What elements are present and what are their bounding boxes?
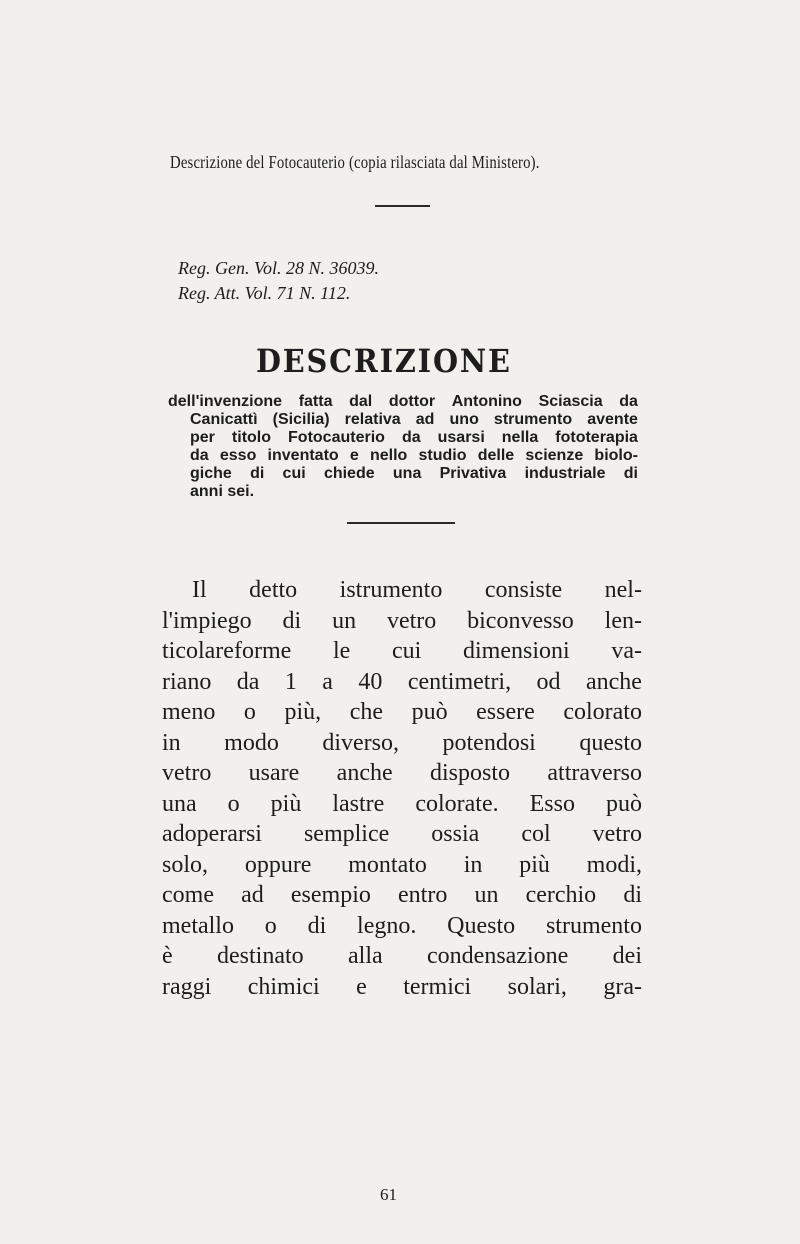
summary-line: dell'invenzione fatta dal dottor Antonino Sciascia da: [168, 393, 638, 410]
body-line: ticolareforme le cui dimensioni va-: [162, 638, 642, 664]
body-line: solo, oppure montato in più modi,: [162, 851, 642, 878]
summary-line: giche di cui chiede una Privativa industriale di: [190, 465, 638, 482]
body-line: come ad esempio entro un cerchio di: [162, 882, 642, 908]
body-line: raggi chimici e termici solari, gra-: [162, 973, 642, 1000]
summary-line: da esso inventato e nello studio delle scienze biolo-: [190, 447, 638, 464]
document-header: Descrizione del Fotocauterio (copia rilasciata dal Ministero).: [170, 152, 540, 172]
body-line: in modo diverso, potendosi questo: [162, 729, 642, 756]
body-paragraph: [162, 575, 642, 1002]
body-line: riano da 1 a 40 centimetri, od anche: [162, 668, 642, 695]
summary-line: anni sei.: [190, 483, 255, 500]
registration-general: Reg. Gen. Vol. 28 N. 36039.: [178, 258, 379, 278]
body-line: meno o più, che può essere colorato: [162, 699, 642, 725]
body-line: Il detto istrumento consiste nel-: [192, 577, 642, 603]
body-line: adoperarsi semplice ossia col vetro: [162, 821, 642, 847]
body-line: l'impiego di un vetro biconvesso len-: [162, 607, 642, 634]
body-line: è destinato alla condensazione dei: [162, 943, 642, 969]
body-line: metallo o di legno. Questo strumento: [162, 912, 642, 939]
registration-acts: Reg. Att. Vol. 71 N. 112.: [178, 283, 351, 303]
registration-block: [178, 256, 379, 306]
header-divider: [375, 205, 430, 207]
page-number: 61: [380, 1185, 397, 1204]
document-title: DESCRIZIONE: [256, 342, 512, 380]
body-line: una o più lastre colorate. Esso può: [162, 790, 642, 817]
body-line: vetro usare anche disposto attraverso: [162, 760, 642, 786]
summary-line: Canicattì (Sicilia) relativa ad uno strumento avente: [190, 411, 638, 428]
summary-line: per titolo Fotocauterio da usarsi nella fototerapia: [190, 429, 638, 446]
summary-divider: [347, 522, 455, 524]
invention-summary: [168, 393, 638, 501]
